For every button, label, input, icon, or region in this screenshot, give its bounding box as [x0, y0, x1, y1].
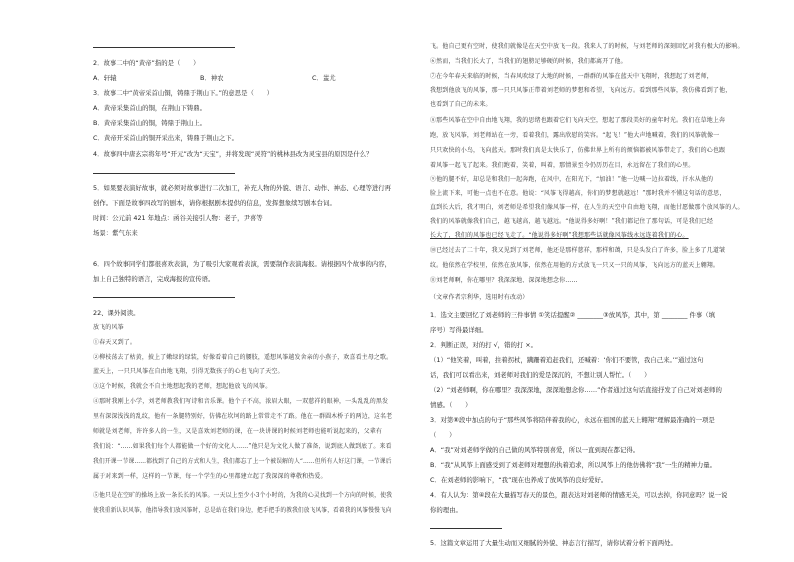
question-2-item-1: （1）“他笑着，叫着，拄着拐杖，蹒跚着追赶我们，还喊着：‘你们不要管，我自己来。’”通过这句: [430, 356, 704, 364]
passage-paragraph: 着风筝一起飞了起来。我们跑着，笑着，叫着，那情景至今仍历历在目，永远留在了我们的心里。: [430, 162, 695, 169]
question-1-cont: 序号）写得最详细。: [430, 326, 488, 334]
passage-paragraph: ⑤他只是在空旷的操场上放一条长长的风筝。一天以上至少小3个小时的，为我的心灵找到一个方向的时候，使我: [93, 492, 393, 499]
passage-title: 放飞的风筝: [93, 324, 124, 331]
passage-paragraph: ①春天又到了。: [93, 339, 137, 346]
passage-paragraph: 属于对来到一样，这样的一节课，每一个学生的心里都建立起了我深深的尊敬和热爱。: [93, 473, 327, 480]
option-b: B．“我”从风筝上面感受到了刘老师对理想的执着追求，所以风筝上的他仿佛将“我”一生的精神力量。: [430, 461, 717, 469]
question-2-item-2: （2）“刘老师啊，你在哪里？我深深地，深深地想念你……”作者通过这句话直接抒发了自己对刘老师的: [430, 386, 722, 394]
question-6-line-1: 6．四个故事同学们都很喜欢表演，为了吸引大家观看表演，需要制作表演海报。请根据四个故事的内容，: [93, 260, 392, 268]
option-c: C．在刘老师的影响下，“我”现在也养成了放风筝的良好爱好。: [430, 476, 608, 484]
passage-paragraph: 我们的风筝就像我们自己，越飞越高，越飞越远。“他说得多好啊！”我们都记住了那句话，可是我们已经: [430, 218, 714, 225]
passage-paragraph: 纹。他依然在学校里，依然在放风筝，依然在用他的方式放飞一只又一只的风筝，飞向远方的蓝天上翱翔。: [430, 262, 720, 269]
question-1: 1．选文主要回忆了刘老师的三件事情 ①笑话提醒② ________③放风筝，其中，第 ________ 件事（填: [430, 311, 716, 319]
option-c: C．黄帝开采首山的铜开采出来，铸鼎于荆山之下。: [93, 134, 239, 142]
question-6-line-2: 加上自己独特的语言，完成海报的宣传语。: [93, 275, 215, 283]
question-5: 5．这篇文章运用了大量生动而又细腻的外貌、神态言行描写，请你试着分析下面两处。: [430, 539, 677, 547]
passage-paragraph: 跑，放飞风筝，刘老师站在一旁，看着我们，露出欣慰的笑容。“起飞！”他大声地喊着，我们的风筝就像一: [430, 132, 720, 139]
passage-paragraph: 里有深深浅浅的乱纹，他有一条腿特别好，仿佛在坎坷的路上常常走不了路。他在一群圆木桥子的两边，这名老: [93, 413, 393, 420]
question-2: 2．判断正误，对的打 √，错的打 ×。: [430, 341, 538, 349]
passage-paragraph: ⑥然而，当我们长大了，当我们的翅膀足够硬的时候，我们都离开了他。: [430, 58, 627, 65]
question-2: 2．故事二中的“黄帝”指的是（ ）: [93, 59, 200, 67]
option-a: A．“我”对刘老师学做的自己做的风筝特别喜爱，所以一直到现在都记得。: [430, 446, 640, 454]
passage-source: （文章作者宗利华，选用时有改动）: [430, 294, 529, 301]
passage-paragraph: 使我重新认识风筝，他指导我们放风筝时，总是站在我们身边，把手把手的教我们放飞风筝，看着我的风筝慢慢飞向: [93, 507, 392, 514]
passage-paragraph: 直到长大后，我才明白，刘老师是希望我们像风筝一样，在人生的天空中自由地飞翔，而他甘愿做那个放风筝的人。: [430, 204, 744, 211]
passage-paragraph: 也看到了自己的未来。: [430, 101, 492, 108]
question-5-line-1: 5．如果要表演好故事，就必须对故事进行二次加工，补充人物的外貌、语言、动作、神态、心理等进行再: [93, 184, 392, 192]
passage-highlighted-sentence: 长大了，我们的风筝也已经飞走了。“他说得多好啊”我想那些话就像风筝线永远连着我们的心。: [430, 232, 689, 239]
option-a: A．黄帝采集首山的铜，在荆山下铸鼎。: [93, 104, 207, 112]
question-22: 22、课外阅读。: [93, 309, 140, 317]
passage-paragraph: ②柳枝荡去了枯黄，披上了嫩绿的绿装，好像看着自己的腰肢，遥想风筝越发舍亲的小燕子，欢喜看主母之歌。: [93, 354, 393, 361]
passage-paragraph: 脸上流下来，可他一点也不在意。他说：“风筝飞得越高，你们的梦想就越远！”那时我并不懂这句话的意思，: [430, 190, 726, 197]
question-5-line-2: 创作。下面是故事四改写的剧本，请你根据剧本提供的信息，发挥想象续写剧本台词。: [93, 199, 336, 207]
passage-paragraph: 蓝天上，一只只风筝在自由地飞翔，引得无数孩子的心也飞向了天空。: [93, 368, 284, 375]
passage-paragraph: 我们说：“……如果我们每个人都能做一个好的文化人……”他只是为文化人做了准备，说到底人做到底了。来看: [93, 443, 392, 450]
answer-line: [93, 47, 235, 48]
passage-paragraph: ③这个时候，我就会不自主地想起我的老师，想起他放飞的风筝。: [93, 383, 272, 390]
passage-paragraph: 我想到他放飞的风筝，那一只只风筝正带着刘老师的梦想和希望，飞向远方。看到那些风筝，我仿佛看到了他，: [430, 87, 732, 94]
script-scene: 场景：紫气东来: [93, 229, 138, 237]
option-b: B．神农: [200, 74, 224, 82]
passage-paragraph: ⑪刘老师啊，你在哪里？我深深地、深深地想念你……: [430, 277, 578, 284]
question-2-item-2-cont: 情感。（ ）: [430, 401, 472, 409]
question-3: 3．故事二中“黄帝采首山铜，铸鼎于荆山下。”的意思是（ ）: [93, 89, 274, 97]
answer-line: [93, 297, 235, 298]
question-2-item-1-cont: 话，我们可以看出来，刘老师对我们的爱是深沉的，不想让别人帮忙。（ ）: [430, 371, 651, 379]
script-time-place: 时间：公元前 421 年地点：函谷关接引人物：老子，尹喜等: [93, 214, 263, 222]
option-c: C．蚩尤: [312, 74, 336, 82]
question-4-cont: 你的理由。: [430, 506, 462, 514]
passage-paragraph: 师就是刘老师，许许多人的一生，又是喜欢刘老师的课，在一块讲课的时候刘老师也能听说起来的，父辈有: [93, 428, 383, 435]
passage-paragraph: ⑧那些风筝在空中自由地飞翔，我的思绪也跟着它们飞向天空，想起了那段美好的童年时光。我们在草地上奔: [430, 117, 726, 124]
passage-paragraph: 我们开课一节课……都找到了自己的方式和人生，我们都忘了上一个被误解的人“……但所有人好这门课，一节课后: [93, 458, 392, 465]
passage-paragraph: 飞。他自己更有空时，使我们就像是在天空中放飞一段。我来人了的时候，与刘老师的深刻回忆对我有极大的影响。: [430, 43, 744, 50]
question-3: 3．对第⑧段中加点的句子“那些风筝将陪伴着我的心，永远在祖国的蓝天上翱翔”理解最准确的一项是: [430, 416, 715, 424]
question-3-cont: （ ）: [430, 431, 456, 439]
answer-line: [430, 528, 502, 529]
option-b: B．黄帝采集首山的铜，铸鼎于荆山上。: [93, 119, 207, 127]
question-4: 4．有人认为：第④段在大量描写春天的景色，跟表达对刘老师的情感无关，可以去掉，你同意吗？说一说: [430, 491, 728, 499]
passage-paragraph: ④那时我刚上小学，刘老师教我们写诗和音乐课。他个子不高，浓眉大眼，一双慈祥的眼神，一头乱乱的黑发: [93, 398, 389, 405]
answer-line: [93, 173, 235, 174]
option-a: A．轩辕: [93, 74, 117, 82]
passage-paragraph: ⑨他的腿不好，却总是和我们一起奔跑，在风中，在阳光下，“加油！”他一边喊一边拉着线，汗水从他的: [430, 176, 714, 183]
passage-paragraph: ⑦在今年春天来临的时候，当春风吹绿了大地的时候，一群群的风筝在蓝天中飞翔时，我想起了刘老师，: [430, 73, 713, 80]
passage-paragraph: 只只欢快的小鸟，飞向蓝天。那时我们真是太快乐了，仿佛世界上所有的烦恼都被风筝带走了，我们的心也跟: [430, 147, 726, 154]
passage-paragraph: ⑩已经过去了二十年，我又见到了刘老师，他还是那样慈祥，那样和蔼，只是头发白了许多，脸上多了几道皱: [430, 247, 726, 254]
question-4: 4．故事四中唐玄宗将年号“开元”改为“天宝”，并将发现“灵符”的桃林县改为灵宝县的原因是什么？: [93, 150, 373, 158]
